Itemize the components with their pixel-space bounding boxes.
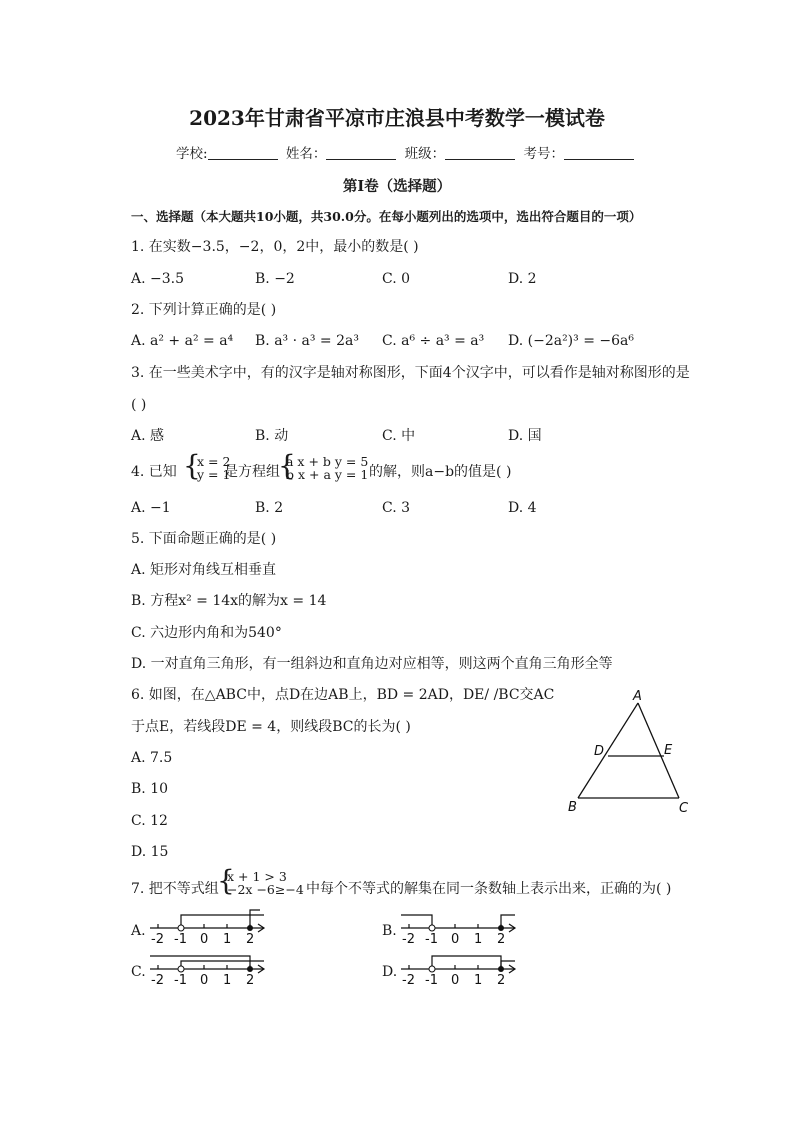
number-line-c [148, 947, 270, 987]
label-d: D [594, 744, 605, 759]
q7-option-a: A. [131, 923, 146, 939]
q4-system-2 [286, 455, 368, 481]
q4-brace-1: { [183, 449, 201, 482]
q4-system-1-line2: y = 1 [197, 467, 231, 482]
q3-option-d: D. 国 [508, 428, 542, 444]
q6-option-b: B. 10 [131, 781, 169, 797]
tick-b-1: -1 [425, 932, 438, 946]
q5-option-c: C. 六边形内角和为540° [131, 625, 282, 641]
q4-option-d: D. 4 [508, 500, 537, 516]
tick-a-1: -1 [174, 932, 187, 946]
name-label: 姓名： [285, 146, 327, 162]
tick-c-0: -2 [151, 973, 164, 987]
q1-stem: 1. 在实数−3.5，−2，0，2中，最小的数是( ) [131, 239, 419, 255]
q4-system-2-line2: b x + a y = 1 [286, 467, 369, 482]
tick-a-0: -2 [151, 932, 164, 946]
exam-number-label: 考号： [523, 146, 564, 162]
q4-system-2-line1: a x + b y = 5 [286, 454, 369, 469]
q5-option-a: A. 矩形对角线互相垂直 [131, 562, 277, 578]
q4-option-a: A. −1 [131, 500, 171, 516]
school-label: 学校: [176, 146, 208, 162]
label-e: E [664, 743, 673, 758]
q2-option-d: D. (−2a²)³ = −6a⁶ [508, 333, 634, 349]
number-line-d [399, 947, 521, 987]
q1-option-c: C. 0 [382, 271, 411, 287]
tick-d-0: -2 [402, 973, 415, 987]
q4-tail: 的解，则a−b的值是( ) [369, 464, 512, 480]
tick-c-3: 1 [223, 973, 232, 987]
q6-stem: 6. 如图，在△ABC中，点D在边AB上，BD = 2AD，DE/ /BC交AC [131, 687, 555, 703]
triangle-figure [560, 685, 700, 815]
q7-tail: 中每个不等式的解集在同一条数轴上表示出来，正确的为( ) [306, 881, 672, 897]
q3-option-a: A. 感 [131, 428, 165, 444]
q4-option-c: C. 3 [382, 500, 411, 516]
q4-lead: 4. 已知 [131, 464, 177, 480]
q1-option-b: B. −2 [255, 271, 295, 287]
q7-lead: 7. 把不等式组 [131, 881, 219, 897]
name-blank[interactable] [326, 145, 396, 160]
class-label: 班级： [404, 146, 446, 162]
school-blank[interactable] [208, 145, 278, 160]
tick-b-0: -2 [402, 932, 415, 946]
q6-option-a: A. 7.5 [131, 750, 173, 766]
side-ab [578, 703, 638, 798]
student-info-row [176, 145, 638, 163]
q5-option-b: B. 方程x² = 14x的解为x = 14 [131, 593, 327, 609]
q3-stem-cont: ( ) [131, 397, 147, 413]
tick-d-3: 1 [474, 973, 483, 987]
number-line-b [399, 906, 521, 946]
q2-stem: 2. 下列计算正确的是( ) [131, 302, 277, 318]
section-title: 第I卷（选择题） [342, 178, 452, 195]
q7-system-line2: −2x −6≥−4 [227, 882, 304, 897]
q6-stem-cont: 于点E，若线段DE = 4，则线段BC的长为( ) [131, 719, 411, 735]
q6-option-d: D. 15 [131, 844, 169, 860]
q3-stem: 3. 在一些美术字中，有的汉字是轴对称图形，下面4个汉字中，可以看作是轴对称图形的是 [131, 365, 690, 381]
q5-stem: 5. 下面命题正确的是( ) [131, 531, 277, 547]
q7-option-d: D. [382, 964, 398, 980]
label-a: A [633, 689, 642, 704]
q2-option-c: C. a⁶ ÷ a³ = a³ [382, 333, 485, 349]
part-heading: 一、选择题（本大题共10小题，共30.0分。在每小题列出的选项中，选出符合题目的一项） [131, 209, 642, 224]
q2-option-b: B. a³ · a³ = 2a³ [255, 333, 359, 349]
q5-option-d: D. 一对直角三角形，有一组斜边和直角边对应相等，则这两个直角三角形全等 [131, 656, 613, 672]
q7-system-line1: x + 1 > 3 [227, 869, 287, 884]
exam-number-blank[interactable] [564, 145, 634, 160]
q7-brace: { [217, 864, 235, 897]
tick-d-2: 0 [451, 973, 460, 987]
tick-b-4: 2 [497, 932, 506, 946]
label-c: C [679, 801, 689, 815]
q3-option-c: C. 中 [382, 428, 416, 444]
q7-option-b: B. [382, 923, 397, 939]
q4-mid: 是方程组 [224, 464, 280, 480]
q4-brace-2: { [278, 449, 296, 482]
tick-c-2: 0 [200, 973, 209, 987]
number-line-a [148, 906, 270, 946]
q2-option-a: A. a² + a² = a⁴ [131, 333, 234, 349]
side-ac [638, 703, 679, 798]
exam-title: 2023年甘肃省平凉市庄浪县中考数学一模试卷 [189, 106, 605, 130]
tick-d-1: -1 [425, 973, 438, 987]
q4-option-b: B. 2 [255, 500, 284, 516]
tick-b-3: 1 [474, 932, 483, 946]
q7-option-c: C. [131, 964, 146, 980]
tick-a-2: 0 [200, 932, 209, 946]
q6-option-c: C. 12 [131, 813, 168, 829]
q1-option-a: A. −3.5 [131, 271, 185, 287]
tick-c-1: -1 [174, 973, 187, 987]
q1-option-d: D. 2 [508, 271, 537, 287]
tick-c-4: 2 [246, 973, 255, 987]
q4-system-1-line1: x = 2 [197, 454, 231, 469]
tick-a-3: 1 [223, 932, 232, 946]
label-b: B [568, 800, 577, 815]
tick-b-2: 0 [451, 932, 460, 946]
class-blank[interactable] [445, 145, 515, 160]
q3-option-b: B. 动 [255, 428, 289, 444]
tick-a-4: 2 [246, 932, 255, 946]
q7-system [227, 870, 304, 896]
tick-d-4: 2 [497, 973, 506, 987]
